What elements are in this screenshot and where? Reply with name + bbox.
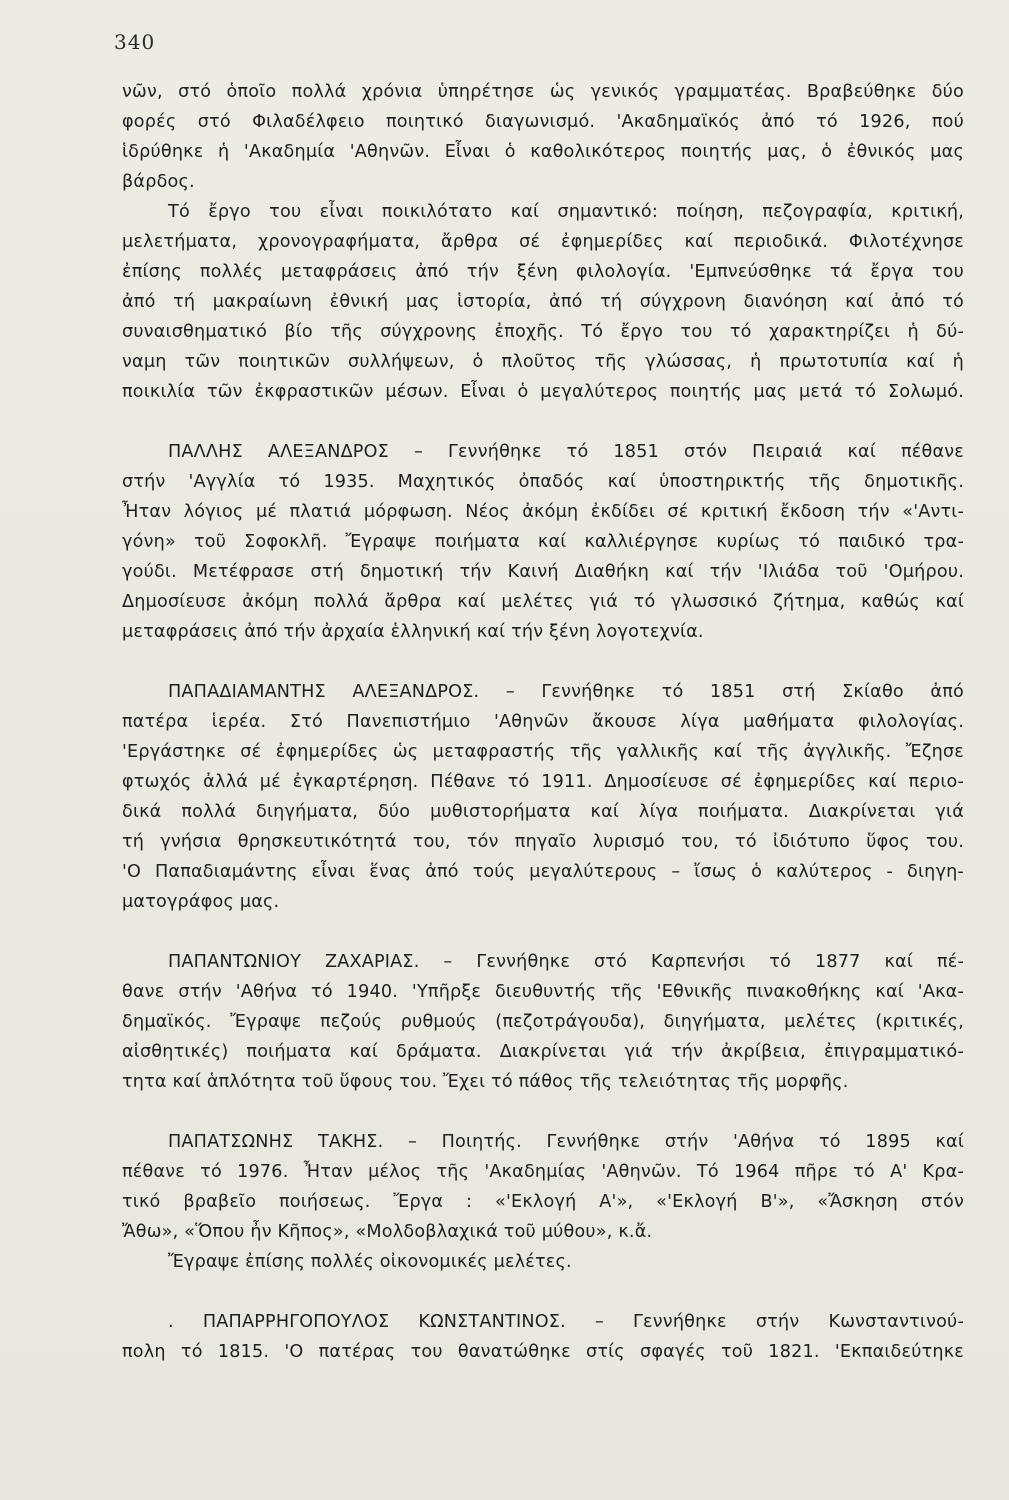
text-line: ΠΑΠΑΝΤΩΝΙΟΥ ΖΑΧΑΡΙΑΣ. – Γεννήθηκε στό Καρπενήσι τό 1877 καί πέ- xyxy=(168,952,964,972)
text-line: νῶν, στό ὁποῖο πολλά χρόνια ὑπηρέτησε ὡς γενικός γραμματέας. Βραβεύθηκε δύο xyxy=(122,82,964,102)
text-line: μελετήματα, χρονογραφήματα, ἄρθρα σέ ἐφημερίδες καί περιοδικά. Φιλοτέχνησε xyxy=(122,232,964,252)
text-line: ἱδρύθηκε ἡ 'Ακαδημία 'Αθηνῶν. Εἶναι ὁ καθολικότερος ποιητής μας, ὁ ἐθνικός μας xyxy=(122,142,964,162)
text-line: ΠΑΛΛΗΣ ΑΛΕΞΑΝΔΡΟΣ – Γεννήθηκε τό 1851 στόν Πειραιά καί πέθανε xyxy=(168,442,964,462)
paragraph-gap xyxy=(122,1277,964,1307)
paragraph-gap xyxy=(122,917,964,947)
text-line: γούδι. Μετέφρασε στή δημοτική τήν Καινή Διαθήκη καί τήν 'Ιλιάδα τοῦ 'Ομήρου. xyxy=(122,562,964,582)
entry-pallis xyxy=(122,437,964,647)
text-line: αἰσθητικές) ποιήματα καί δράματα. Διακρίνεται γιά τήν ἀκρίβεια, ἐπιγραμματικό- xyxy=(122,1042,964,1062)
text-line: τή γνήσια θρησκευτικότητά του, τόν πηγαῖο λυρισμό του, τό ἰδιότυπο ὕφος του. xyxy=(122,832,964,852)
entry-paparrigopoulos xyxy=(122,1307,964,1367)
page-number: 340 xyxy=(114,30,156,54)
text-line: ποικιλία τῶν ἐκφραστικῶν μέσων. Εἶναι ὁ μεγαλύτερος ποιητής μας μετά τό Σολωμό. xyxy=(122,382,964,402)
text-line: συναισθηματικό βίο τῆς σύγχρονης ἐποχῆς. Τό ἔργο του τό χαρακτηρίζει ἡ δύ- xyxy=(122,322,964,342)
text-line: Ἔγραψε ἐπίσης πολλές οἰκονομικές μελέτες. xyxy=(168,1252,572,1272)
entry-papatsonis xyxy=(122,1127,964,1277)
text-line: πολη τό 1815. 'Ο πατέρας του θανατώθηκε στίς σφαγές τοῦ 1821. 'Εκπαιδεύτηκε xyxy=(122,1342,964,1362)
text-line: ΠΑΠΑΔΙΑΜΑΝΤΗΣ ΑΛΕΞΑΝΔΡΟΣ. – Γεννήθηκε τό 1851 στή Σκίαθο ἀπό xyxy=(168,682,964,702)
text-line: τητα καί ἁπλότητα τοῦ ὕφους του. Ἔχει τό πάθος τῆς τελειότητας τῆς μορφῆς. xyxy=(122,1072,849,1092)
text-line: τικό βραβεῖο ποιήσεως. Ἔργα : «'Εκλογή Α'», «'Εκλογή Β'», «Ἄσκηση στόν xyxy=(122,1192,964,1212)
text-line: ἐπίσης πολλές μεταφράσεις ἀπό τήν ξένη φιλολογία. 'Εμπνεύσθηκε τά ἔργα του xyxy=(122,262,964,282)
text-line: φτωχός ἀλλά μέ ἐγκαρτέρηση. Πέθανε τό 1911. Δημοσίευσε σέ ἐφημερίδες καί περιο- xyxy=(122,772,964,792)
text-body xyxy=(122,77,964,1367)
text-line: Ἦταν λόγιος μέ πλατιά μόρφωση. Νέος ἀκόμη ἐκδίδει σέ κριτική ἔκδοση τήν «'Αντι- xyxy=(122,502,964,522)
text-line: ΠΑΠΑΤΣΩΝΗΣ ΤΑΚΗΣ. – Ποιητής. Γεννήθηκε στήν 'Αθήνα τό 1895 καί xyxy=(168,1132,964,1152)
text-line: πέθανε τό 1976. Ἦταν μέλος τῆς 'Ακαδημίας 'Αθηνῶν. Τό 1964 πῆρε τό Α' Κρα- xyxy=(122,1162,964,1182)
text-line: 'Ο Παπαδιαμάντης εἶναι ἕνας ἀπό τούς μεγαλύτερους – ἴσως ὁ καλύτερος - διηγη- xyxy=(122,862,964,882)
text-line: 'Εργάστηκε σέ ἐφημερίδες ὡς μεταφραστής τῆς γαλλικῆς καί τῆς ἀγγλικῆς. Ἔζησε xyxy=(122,742,964,762)
text-line: δικά πολλά διηγήματα, δύο μυθιστορήματα καί λίγα ποιήματα. Διακρίνεται γιά xyxy=(122,802,964,822)
paragraph-gap xyxy=(122,1097,964,1127)
text-line: Τό ἔργο του εἶναι ποικιλότατο καί σημαντικό: ποίηση, πεζογραφία, κριτική, xyxy=(168,202,964,222)
text-line: ματογράφος μας. xyxy=(122,892,280,912)
text-line: δημαϊκός. Ἔγραψε πεζούς ρυθμούς (πεζοτράγουδα), διηγήματα, μελέτες (κριτικές, xyxy=(122,1012,964,1032)
text-line: στήν 'Αγγλία τό 1935. Μαχητικός ὀπαδός καί ὑποστηρικτής τῆς δημοτικῆς. xyxy=(122,472,964,492)
text-line: πατέρα ἱερέα. Στό Πανεπιστήμιο 'Αθηνῶν ἄκουσε λίγα μαθήματα φιλολογίας. xyxy=(122,712,964,732)
entry-papantoniou xyxy=(122,947,964,1097)
text-line: Ἄθω», «Ὅπου ἦν Κῆπος», «Μολδοβλαχικά τοῦ μύθου», κ.ἄ. xyxy=(122,1222,653,1242)
text-line: βάρδος. xyxy=(122,172,195,192)
text-line: ναμη τῶν ποιητικῶν συλλήψεων, ὁ πλοῦτος τῆς γλώσσας, ἡ πρωτοτυπία καί ἡ xyxy=(122,352,964,372)
paragraph-gap xyxy=(122,647,964,677)
paragraph-gap xyxy=(122,407,964,437)
paragraph-continuation xyxy=(122,77,964,197)
text-line: Δημοσίευσε ἀκόμη πολλά ἄρθρα καί μελέτες γιά τό γλωσσικό ζήτημα, καθώς καί xyxy=(122,592,964,612)
text-line: θανε στήν 'Αθήνα τό 1940. 'Υπῆρξε διευθυντής τῆς 'Εθνικῆς πινακοθήκης καί 'Ακα- xyxy=(122,982,964,1002)
paragraph-work xyxy=(122,197,964,407)
entry-papadiamantis xyxy=(122,677,964,917)
text-line: μεταφράσεις ἀπό τήν ἀρχαία ἑλληνική καί τήν ξένη λογοτεχνία. xyxy=(122,622,704,642)
text-line: ἀπό τή μακραίωνη ἐθνική μας ἱστορία, ἀπό τή σύγχρονη διανόηση καί ἀπό τό xyxy=(122,292,964,312)
text-line: φορές στό Φιλαδέλφειο ποιητικό διαγωνισμό. 'Ακαδημαϊκός ἀπό τό 1926, πού xyxy=(122,112,964,132)
text-line: γόνη» τοῦ Σοφοκλῆ. Ἔγραψε ποιήματα καί καλλιέργησε κυρίως τό παιδικό τρα- xyxy=(122,532,964,552)
text-line: . ΠΑΠΑΡΡΗΓΟΠΟΥΛΟΣ ΚΩΝΣΤΑΝΤΙΝΟΣ. – Γεννήθηκε στήν Κωνσταντινού- xyxy=(168,1312,964,1332)
